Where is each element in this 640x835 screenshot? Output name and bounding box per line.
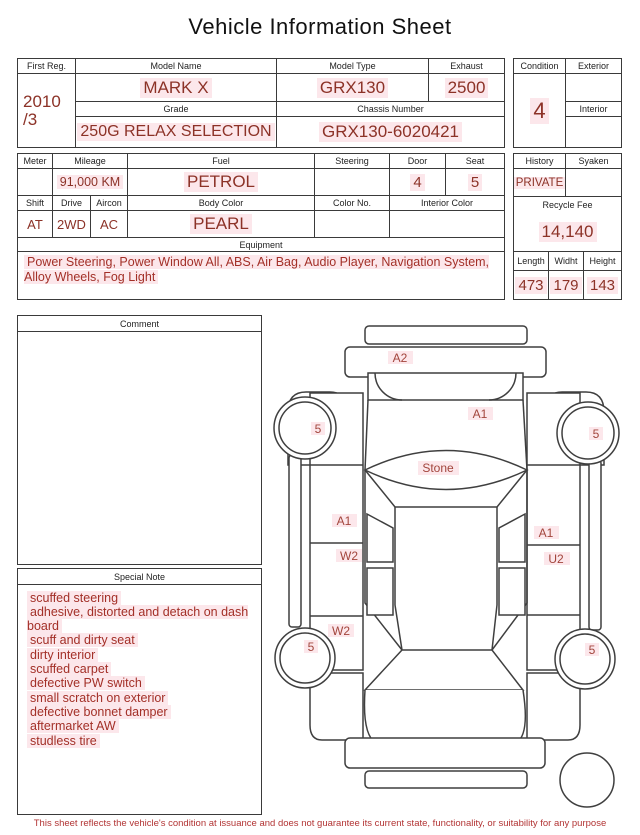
page-title: Vehicle Information Sheet: [188, 14, 452, 39]
first-reg-year: 2010: [23, 91, 61, 111]
window-rear-left: [367, 568, 393, 615]
spare-tire: [560, 753, 614, 807]
body-color-value: PEARL: [190, 214, 252, 234]
mark-windshield: Stone: [422, 461, 454, 475]
interior-label: Interior: [566, 102, 621, 117]
model-name-label: Model Name: [76, 59, 277, 74]
exhaust-label: Exhaust: [429, 59, 504, 74]
special-note-item: adhesive, distorted and detach on dash board: [27, 605, 249, 633]
meter-value: [18, 169, 53, 196]
interior-color-label: Interior Color: [390, 196, 504, 211]
wheel-rear-left: [275, 628, 335, 688]
height-label: Height: [584, 252, 621, 271]
fuel-value: PETROL: [184, 172, 258, 192]
exterior-value: [566, 74, 621, 102]
door-label: Door: [390, 154, 446, 169]
recycle-fee-value: 14,140: [539, 222, 597, 242]
length-value: 473: [515, 277, 546, 294]
chassis-number-label: Chassis Number: [277, 102, 504, 117]
special-note-item: dirty interior: [27, 649, 252, 662]
mark-wheel-rear-left: 5: [307, 640, 315, 654]
recycle-fee-label: Recycle Fee: [542, 200, 593, 210]
rocker-right: [589, 460, 601, 630]
model-name-value: MARK X: [140, 78, 211, 98]
window-front-left: [367, 514, 393, 562]
special-note-item: scuffed steering: [27, 592, 252, 605]
mark-door-rear-right: U2: [548, 552, 564, 566]
special-note-item: defective bonnet damper: [27, 706, 252, 719]
trunk: [364, 690, 525, 743]
rear-window: [365, 650, 523, 690]
special-note-item: scuff and dirty seat: [27, 634, 252, 647]
special-note-label: Special Note: [18, 569, 261, 585]
grade-label: Grade: [76, 102, 277, 117]
interior-value: [566, 117, 621, 147]
steering-label: Steering: [315, 154, 390, 169]
special-note-item: defective PW switch: [27, 677, 252, 690]
condition-panel: [513, 58, 622, 148]
syaken-value: [566, 169, 621, 197]
condition-label: Condition: [514, 59, 566, 74]
special-note-item: small scratch on exterior: [27, 692, 252, 705]
model-type-value: GRX130: [317, 78, 388, 98]
rocker-left: [289, 455, 301, 627]
special-note-item: scuffed carpet: [27, 663, 252, 676]
window-front-right: [499, 514, 525, 562]
condition-grade-value: 4: [530, 98, 548, 124]
wheel-front-left: [274, 397, 336, 459]
special-note-list: [18, 585, 261, 756]
fuel-label: Fuel: [128, 154, 315, 169]
drive-label: Drive: [53, 196, 91, 211]
color-no-label: Color No.: [315, 196, 390, 211]
comment-box: [17, 315, 262, 565]
length-label: Length: [514, 252, 549, 271]
mileage-value: 91,000 KM: [57, 175, 123, 189]
mark-bonnet: A1: [472, 407, 488, 421]
interior-color-value: [390, 211, 504, 238]
history-value: PRIVATE: [514, 177, 566, 189]
comment-label: Comment: [18, 316, 261, 332]
car-damage-diagram: [270, 315, 630, 815]
steering-value: [315, 169, 390, 196]
mark-wheel-front-right: 5: [592, 427, 600, 441]
mark-quarter-left: W2: [332, 624, 350, 638]
exhaust-value: 2500: [445, 78, 489, 98]
history-label: History: [514, 154, 566, 169]
mark-front-bumper: A2: [392, 351, 408, 365]
equipment-label: Equipment: [18, 238, 504, 252]
equipment-list: Power Steering, Power Window All, ABS, Air Bag, Audio Player, Navigation System, Alloy Wheels, Fog Light: [24, 255, 490, 285]
meter-label: Meter: [18, 154, 53, 169]
front-panel: [368, 373, 523, 400]
rear-bumper: [345, 738, 545, 768]
special-note-box: [17, 568, 262, 815]
exterior-label: Exterior: [566, 59, 621, 74]
seat-value: 5: [468, 174, 482, 191]
width-label: Widht: [549, 252, 584, 271]
drive-value: 2WD: [53, 211, 91, 238]
mark-wheel-rear-right: 5: [588, 643, 596, 657]
mark-door-rear-left: W2: [340, 549, 358, 563]
width-value: 179: [550, 277, 581, 294]
chassis-number-value: GRX130-6020421: [319, 122, 462, 142]
window-rear-right: [499, 568, 525, 615]
syaken-label: Syaken: [566, 154, 621, 169]
roof-side-right: [492, 507, 497, 650]
first-reg-value: [18, 74, 76, 147]
mileage-label: Mileage: [53, 154, 128, 169]
grade-value: 250G RELAX SELECTION: [77, 123, 274, 141]
shift-label: Shift: [18, 196, 53, 211]
first-reg-label: First Reg.: [18, 59, 76, 74]
model-identity-table: [17, 58, 505, 148]
body-color-label: Body Color: [128, 196, 315, 211]
wheel-rear-right: [555, 629, 615, 689]
rear-trim-bar: [365, 771, 527, 788]
disclaimer-text: This sheet reflects the vehicle's condition at issuance and does not guarantee its current state, functionality, or suitability for any purpose: [33, 818, 607, 829]
history-fee-panel: [513, 153, 622, 300]
model-type-label: Model Type: [277, 59, 429, 74]
front-trim-bar: [365, 326, 527, 344]
shift-value: AT: [18, 211, 53, 238]
special-note-item: aftermarket AW: [27, 720, 252, 733]
mark-door-front-right: A1: [538, 526, 554, 540]
height-value: 143: [587, 277, 618, 294]
detail-spec-table: [17, 153, 505, 300]
mark-wheel-front-left: 5: [314, 422, 322, 436]
roof-side-left: [395, 507, 402, 650]
wheel-front-right: [557, 402, 619, 464]
color-no-value: [315, 211, 390, 238]
bonnet-edge-left: [365, 400, 368, 470]
door-value: 4: [410, 174, 424, 191]
aircon-value: AC: [91, 211, 128, 238]
aircon-label: Aircon: [91, 196, 128, 211]
first-reg-month: /3: [23, 109, 38, 129]
mark-door-front-left: A1: [336, 514, 352, 528]
special-note-item: studless tire: [27, 735, 252, 748]
seat-label: Seat: [446, 154, 504, 169]
